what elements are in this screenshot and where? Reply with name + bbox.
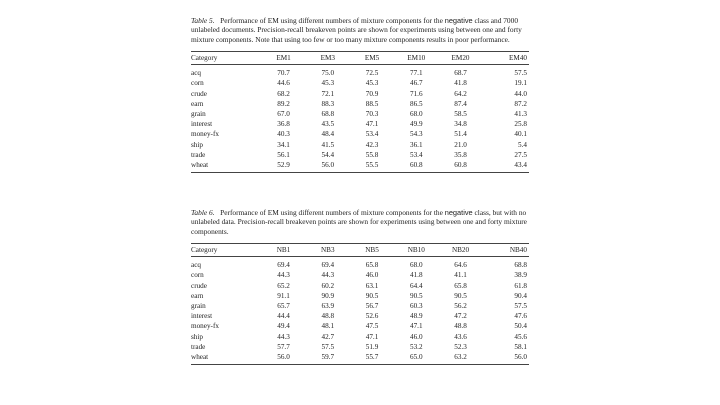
table-5-header-cell: EM5: [364, 54, 380, 63]
value-cell: 57.5: [514, 69, 527, 78]
table-5-header-cell: EM10: [407, 54, 426, 63]
table-5-caption-negative: negative: [444, 16, 473, 25]
table-row: [191, 150, 529, 160]
value-cell: 21.0: [454, 140, 467, 149]
table-row: [191, 129, 529, 139]
category-cell: trade: [191, 342, 206, 351]
table-row: [191, 257, 529, 271]
value-cell: 91.1: [277, 291, 290, 300]
table-row: [191, 270, 529, 280]
value-cell: 51.9: [365, 342, 379, 351]
category-cell: trade: [191, 150, 206, 159]
category-cell: corn: [191, 79, 204, 88]
value-cell: 68.2: [277, 89, 290, 98]
value-cell: 41.8: [409, 271, 423, 280]
value-cell: 41.8: [454, 79, 467, 88]
category-cell: acq: [191, 69, 201, 78]
table-6-header-cell: NB10: [407, 246, 425, 255]
value-cell: 49.4: [277, 322, 290, 331]
table-row: [191, 342, 529, 352]
table-5-label: Table 5.: [191, 16, 215, 25]
value-cell: 40.1: [514, 130, 527, 139]
table-5-header-row: [191, 52, 529, 65]
table-5-body: [191, 65, 529, 173]
value-cell: 90.5: [365, 291, 379, 300]
value-cell: 47.1: [365, 332, 379, 341]
table-5-header-cell: EM1: [276, 54, 291, 63]
value-cell: 64.2: [454, 89, 467, 98]
value-cell: 65.0: [409, 353, 423, 362]
table-6-header-cell: NB5: [365, 246, 379, 255]
value-cell: 48.4: [321, 130, 335, 139]
table-6-label: Table 6.: [191, 208, 215, 217]
table-row: [191, 352, 529, 365]
category-cell: grain: [191, 302, 206, 311]
table-row: [191, 65, 529, 79]
category-cell: ship: [191, 140, 203, 149]
category-cell: grain: [191, 110, 206, 119]
value-cell: 61.8: [514, 281, 527, 290]
category-cell: money-fx: [191, 130, 219, 139]
table-6-caption-negative: negative: [444, 208, 473, 217]
value-cell: 47.5: [365, 322, 379, 331]
category-cell: ship: [191, 332, 203, 341]
value-cell: 57.7: [277, 342, 290, 351]
category-cell: interest: [191, 120, 213, 129]
table-6-header-cell: NB1: [276, 246, 291, 255]
value-cell: 55.5: [365, 161, 379, 170]
category-cell: crude: [191, 89, 207, 98]
value-cell: 43.4: [514, 161, 527, 170]
table-row: [191, 301, 529, 311]
value-cell: 68.8: [321, 110, 335, 119]
value-cell: 59.7: [321, 353, 335, 362]
value-cell: 90.5: [409, 291, 423, 300]
value-cell: 44.6: [277, 79, 290, 88]
value-cell: 68.7: [454, 69, 467, 78]
value-cell: 44.3: [277, 332, 290, 341]
value-cell: 56.7: [365, 302, 379, 311]
table-row: [191, 281, 529, 291]
value-cell: 88.5: [365, 99, 379, 108]
table-6-body: [191, 257, 529, 365]
value-cell: 41.3: [514, 110, 527, 119]
value-cell: 45.3: [365, 79, 379, 88]
table-row: [191, 160, 529, 173]
table-6-header-cell: NB20: [451, 246, 470, 255]
value-cell: 56.0: [321, 161, 335, 170]
table-6-caption-part-a: Performance of EM using different numbers of mixture components for the: [220, 208, 445, 217]
value-cell: 46.7: [409, 79, 423, 88]
value-cell: 46.0: [409, 332, 423, 341]
value-cell: 65.2: [277, 281, 290, 290]
value-cell: 42.7: [321, 332, 335, 341]
value-cell: 45.3: [321, 79, 335, 88]
table-row: [191, 89, 529, 99]
value-cell: 51.4: [454, 130, 467, 139]
value-cell: 64.4: [409, 281, 423, 290]
value-cell: 56.0: [277, 353, 290, 362]
value-cell: 75.0: [321, 69, 335, 78]
table-5-block: [191, 16, 529, 173]
value-cell: 44.3: [321, 271, 335, 280]
value-cell: 53.2: [409, 342, 423, 351]
value-cell: 55.7: [365, 353, 379, 362]
table-row: [191, 119, 529, 129]
value-cell: 87.2: [514, 99, 527, 108]
value-cell: 56.1: [277, 150, 290, 159]
value-cell: 41.5: [321, 140, 335, 149]
value-cell: 63.1: [365, 281, 379, 290]
table-row: [191, 109, 529, 119]
table-5-caption-part-a: Performance of EM using different numbers of mixture components for the: [220, 16, 445, 25]
value-cell: 42.3: [365, 140, 379, 149]
value-cell: 70.3: [365, 110, 379, 119]
value-cell: 43.6: [454, 332, 467, 341]
value-cell: 48.9: [409, 312, 423, 321]
value-cell: 87.4: [454, 99, 467, 108]
category-cell: earn: [191, 99, 204, 108]
value-cell: 68.0: [409, 261, 423, 270]
value-cell: 38.9: [514, 271, 527, 280]
category-cell: money-fx: [191, 322, 219, 331]
value-cell: 63.2: [454, 353, 467, 362]
value-cell: 65.7: [277, 302, 290, 311]
value-cell: 34.8: [454, 120, 467, 129]
table-5-header-cell: Category: [191, 54, 218, 63]
table-6-header-cell: NB3: [320, 246, 335, 255]
value-cell: 64.6: [454, 261, 467, 270]
value-cell: 86.5: [409, 99, 423, 108]
table-row: [191, 140, 529, 150]
value-cell: 35.8: [454, 150, 467, 159]
table-6-block: [191, 208, 529, 365]
category-cell: crude: [191, 281, 207, 290]
value-cell: 71.6: [409, 89, 423, 98]
value-cell: 60.2: [321, 281, 335, 290]
value-cell: 68.8: [514, 261, 527, 270]
value-cell: 70.7: [277, 69, 290, 78]
value-cell: 48.8: [321, 312, 335, 321]
value-cell: 53.4: [365, 130, 379, 139]
value-cell: 56.0: [514, 353, 527, 362]
table-6-caption: [191, 208, 529, 236]
value-cell: 40.3: [277, 130, 290, 139]
value-cell: 44.3: [277, 271, 290, 280]
value-cell: 44.4: [277, 312, 290, 321]
value-cell: 47.2: [454, 312, 467, 321]
value-cell: 46.0: [365, 271, 379, 280]
value-cell: 48.8: [454, 322, 467, 331]
value-cell: 60.3: [409, 302, 423, 311]
table-5-header-cell: EM40: [509, 54, 527, 63]
value-cell: 34.1: [277, 140, 290, 149]
value-cell: 50.4: [514, 322, 527, 331]
value-cell: 72.5: [365, 69, 379, 78]
value-cell: 69.4: [321, 261, 335, 270]
value-cell: 60.8: [454, 161, 467, 170]
table-6-header-row: [191, 244, 529, 257]
value-cell: 63.9: [321, 302, 335, 311]
value-cell: 55.8: [365, 150, 379, 159]
value-cell: 45.6: [514, 332, 527, 341]
category-cell: interest: [191, 312, 213, 321]
table-row: [191, 291, 529, 301]
value-cell: 5.4: [518, 140, 527, 149]
table-5-header-cell: EM3: [320, 54, 335, 63]
value-cell: 58.1: [514, 342, 527, 351]
table-row: [191, 78, 529, 88]
value-cell: 65.8: [365, 261, 379, 270]
value-cell: 77.1: [409, 69, 423, 78]
value-cell: 27.5: [514, 150, 527, 159]
value-cell: 90.9: [321, 291, 335, 300]
table-row: [191, 99, 529, 109]
value-cell: 70.9: [365, 89, 379, 98]
value-cell: 52.9: [277, 161, 290, 170]
table-5-caption-part-b: class and 7000 unlabeled documents. Precision-recall breakeven points are shown for experiments using between one and forty mixture components. Note that using too few or too many mixture components results in poor performance.: [191, 16, 522, 44]
category-cell: wheat: [191, 161, 209, 170]
value-cell: 58.5: [454, 110, 467, 119]
value-cell: 47.1: [409, 322, 423, 331]
category-cell: earn: [191, 291, 204, 300]
value-cell: 36.8: [277, 120, 290, 129]
value-cell: 52.3: [454, 342, 467, 351]
value-cell: 47.6: [514, 312, 527, 321]
value-cell: 60.8: [409, 161, 423, 170]
table-6-header-cell: Category: [191, 246, 218, 255]
category-cell: corn: [191, 271, 204, 280]
value-cell: 90.4: [514, 291, 527, 300]
value-cell: 36.1: [409, 140, 423, 149]
value-cell: 48.1: [321, 322, 335, 331]
table-row: [191, 332, 529, 342]
value-cell: 90.5: [454, 291, 467, 300]
value-cell: 67.0: [277, 110, 290, 119]
value-cell: 41.1: [454, 271, 467, 280]
value-cell: 69.4: [277, 261, 290, 270]
value-cell: 88.3: [321, 99, 335, 108]
value-cell: 89.2: [277, 99, 290, 108]
table-row: [191, 311, 529, 321]
value-cell: 49.9: [409, 120, 423, 129]
table-5-caption: [191, 16, 529, 44]
value-cell: 68.0: [409, 110, 423, 119]
value-cell: 19.1: [514, 79, 527, 88]
table-6-caption-part-b: class, but with no unlabeled data. Precision-recall breakeven points are shown for experiments using between one and forty mixture components.: [191, 208, 527, 236]
value-cell: 65.8: [454, 281, 467, 290]
table-6: [191, 243, 529, 365]
value-cell: 57.5: [514, 302, 527, 311]
category-cell: acq: [191, 261, 201, 270]
value-cell: 54.4: [321, 150, 335, 159]
value-cell: 56.2: [454, 302, 467, 311]
value-cell: 44.0: [514, 89, 527, 98]
value-cell: 47.1: [365, 120, 379, 129]
value-cell: 52.6: [365, 312, 379, 321]
value-cell: 54.3: [409, 130, 423, 139]
value-cell: 53.4: [409, 150, 423, 159]
table-5: [191, 51, 529, 173]
value-cell: 25.8: [514, 120, 527, 129]
table-5-header-cell: EM20: [451, 54, 470, 63]
value-cell: 43.5: [321, 120, 335, 129]
category-cell: wheat: [191, 353, 209, 362]
table-row: [191, 321, 529, 331]
table-6-header-cell: NB40: [509, 246, 527, 255]
value-cell: 57.5: [321, 342, 335, 351]
value-cell: 72.1: [321, 89, 335, 98]
